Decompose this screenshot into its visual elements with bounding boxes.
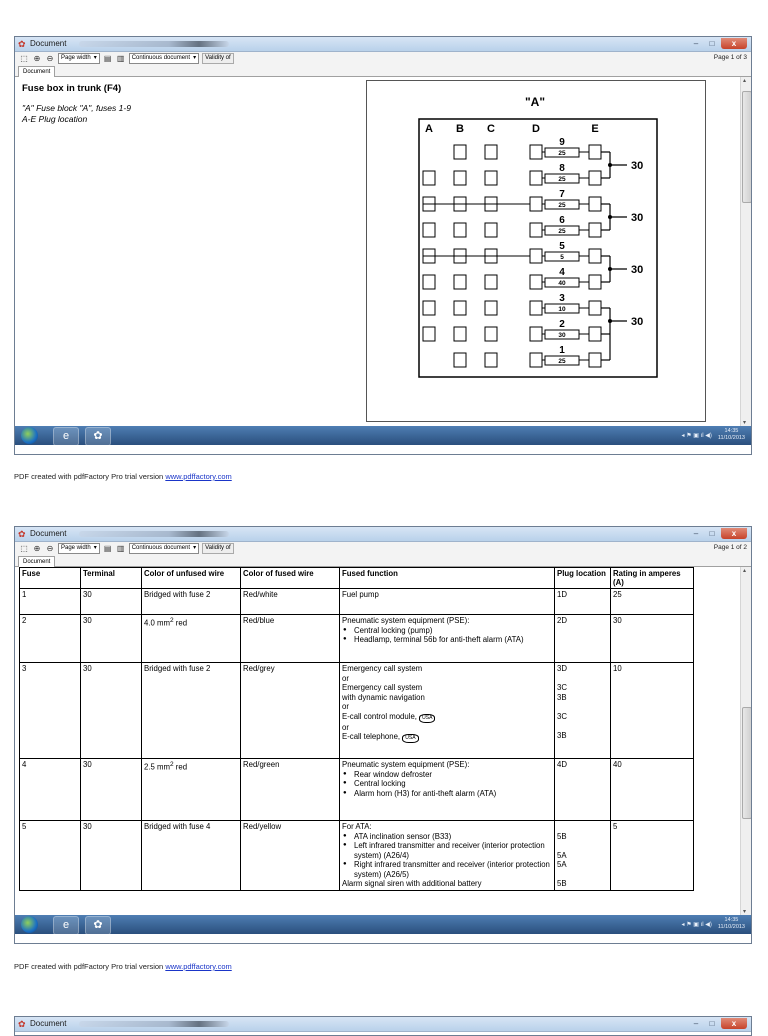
toolbar [15,52,751,65]
title-bar[interactable] [15,37,751,52]
list-item: ● Central locking [354,779,552,789]
usa-badge-icon: USA [419,714,435,723]
zoom-out-icon[interactable]: ⊖ [46,543,54,553]
plug-a [423,301,435,315]
plug-e [589,301,601,315]
plug-c [485,275,497,289]
window-title: Document [30,529,67,538]
fuse-rating: 5 [560,254,564,261]
terminal-label: 30 [631,160,644,172]
plug-e [589,223,601,237]
col-header-function: Fused function [340,568,555,589]
col-header-fused: Color of fused wire [241,568,340,589]
list-item: ● Left infrared transmitter and receiver (interior protection system) (A26/4) [354,841,552,860]
column-label-a: A [425,123,433,135]
plug-e [589,353,601,367]
plug-c [485,223,497,237]
plug-d [530,145,542,159]
toolbar [15,542,751,555]
column-label-c: C [487,123,495,135]
plug-d [530,197,542,211]
title-blur [79,1021,229,1027]
junction-dot [608,163,612,167]
fuse-rating: 25 [558,150,566,157]
chevron-down-icon: ▾ [193,545,197,551]
minimize-icon[interactable]: – [693,39,699,48]
plug-e [589,197,601,211]
scroll-up-icon[interactable]: ▴ [743,78,747,84]
taskbar [15,915,751,934]
fuse-rating: 25 [558,228,566,235]
tray-icons: ◂ ⚑ ▣ ıl ◀) [681,432,712,439]
vertical-scrollbar[interactable] [740,567,751,915]
validity-button[interactable]: Validity of [202,543,234,554]
fuse-number: 8 [559,163,565,174]
plug-e [589,275,601,289]
terminal-label: 30 [631,316,644,328]
terminal-label: 30 [631,212,644,224]
plug-b [454,301,466,315]
page-info: Page 1 of 2 [713,544,747,551]
tab-row [15,555,751,567]
plug-d [530,171,542,185]
pdf-footer: PDF created with pdfFactory Pro trial version www.pdffactory.com [14,962,232,971]
table-row: 4 30 2.5 $mm^2$ red Red/green Pneumatic system equipment (PSE): ● Rear window defroster ● Central locking ● Alarm horn (H3) for anti-theft alarm (ATA) 4D 40 [20,759,694,821]
list-item: ● Alarm horn (H3) for anti-theft alarm (ATA) [354,789,552,799]
maximize-icon[interactable]: □ [709,1019,715,1028]
usa-badge-icon: USA [402,734,418,743]
plug-e [589,327,601,341]
fuse-number: 1 [559,345,565,356]
print-icon[interactable]: ▥ [116,53,125,63]
plug-d [530,301,542,315]
tab-row [15,65,751,77]
page-icon[interactable]: ▤ [103,53,112,63]
zoom-in-icon[interactable]: ⊕ [33,53,41,63]
view-select[interactable]: Continuous document ▾ [129,543,199,554]
footer-link[interactable]: www.pdffactory.com [165,962,232,971]
junction-dot [608,215,612,219]
chevron-down-icon: ▾ [93,55,97,61]
close-icon[interactable]: x [721,528,747,539]
select-tool-icon[interactable]: ⬚ [20,53,28,63]
clock[interactable]: 14:35 11/10/2013 [717,428,745,441]
chevron-down-icon: ▾ [193,55,197,61]
select-tool-icon[interactable]: ⬚ [20,543,28,553]
zoom-select[interactable]: Page width ▾ [58,53,100,64]
taskbar [15,426,751,445]
maximize-icon[interactable]: □ [709,39,715,48]
chevron-down-icon: ▾ [93,545,97,551]
scroll-down-icon[interactable]: ▾ [743,909,747,915]
title-blur [79,41,229,47]
close-icon[interactable]: x [721,1018,747,1029]
close-icon[interactable]: x [721,38,747,49]
zoom-out-icon[interactable]: ⊖ [46,53,54,63]
page-icon[interactable]: ▤ [103,543,112,553]
zoom-select[interactable]: Page width ▾ [58,543,100,554]
bullet-list [342,626,552,645]
plug-c [485,301,497,315]
column-label-e: E [591,123,599,135]
start-icon[interactable] [21,427,38,444]
table-row: 1 30 Bridged with fuse 2 Red/white Fuel pump 1D 25 [20,589,694,615]
block-label: "A" [524,95,546,109]
app-icon: ✿ [18,1019,26,1029]
footer-link[interactable]: www.pdffactory.com [165,472,232,481]
title-blur [79,531,229,537]
plug-c [485,353,497,367]
table-row: 2 30 4.0 $mm^2$ red Red/blue Pneumatic system equipment (PSE): ● Central locking (pump) ● Headlamp, terminal 56b for anti-theft alarm (ATA) 2D 30 [20,615,694,663]
table-header-row [20,568,694,589]
plug-c [485,171,497,185]
tab-document[interactable]: Document [18,556,55,567]
minimize-icon[interactable]: – [693,529,699,538]
fuse-number: 4 [559,267,565,278]
table-row: 3 30 Bridged with fuse 2 Red/grey Emergency call system or Emergency call system with dynamic navigation or E-call control module, USA or E-call telephone, USA 3D 3C 3B 3C 3B 10 [20,663,694,759]
system-tray [682,428,745,442]
minimize-icon[interactable]: – [693,1019,699,1028]
maximize-icon[interactable]: □ [709,529,715,538]
list-item: ● Headlamp, terminal 56b for anti-theft alarm (ATA) [354,635,552,645]
junction-dot [608,267,612,271]
plug-a [423,327,435,341]
legend-line-2: A-E Plug location [22,114,88,124]
plug-c [485,145,497,159]
plug-c [485,327,497,341]
plug-e [589,249,601,263]
scroll-thumb[interactable] [742,91,751,203]
column-label-b: B [456,123,464,135]
col-header-unfused: Color of unfused wire [142,568,241,589]
col-header-plug: Plug location [555,568,611,589]
pdf-app-icon[interactable]: ✿ [85,916,111,935]
title-bar[interactable] [15,527,751,542]
list-item: ● ATA inclination sensor (B33) [354,832,552,842]
fuse-table [19,567,694,891]
list-item: ● Rear window defroster [354,770,552,780]
table-row: 5 30 Bridged with fuse 4 Red/yellow For ATA: ● ATA inclination sensor (B33) ● Left infrared transmitter and receiver (interior protection system) (A26/4) ● Right infrared transmitter and receiver (interior protection system) (A26/5) Alarm signal siren with additional battery 5B 5A 5A 5B 5 [20,821,694,891]
plug-d [530,223,542,237]
document-content [15,77,751,426]
tray-icons: ◂ ⚑ ▣ ıl ◀) [681,921,712,928]
scroll-down-icon[interactable]: ▾ [743,420,747,426]
pdf-window-3 [14,1016,752,1036]
view-select[interactable]: Continuous document ▾ [129,53,199,64]
pdf-app-icon[interactable]: ✿ [85,427,111,446]
list-item: ● Right infrared transmitter and receiver (interior protection system) (A26/5) [354,860,552,879]
scroll-thumb[interactable] [742,707,751,819]
column-label-d: D [532,123,540,135]
print-icon[interactable]: ▥ [116,543,125,553]
terminal-label: 30 [631,264,644,276]
page-title: Fuse box in trunk (F4) [22,83,122,94]
fuse-block-diagram [367,81,703,419]
document-content [15,567,751,915]
ie-icon[interactable]: e [53,916,79,935]
title-bar[interactable] [15,1017,751,1032]
ie-icon[interactable]: e [53,427,79,446]
plug-a [423,223,435,237]
clock[interactable]: 14:35 11/10/2013 [717,917,745,930]
plug-b [454,327,466,341]
list-item: ● Central locking (pump) [354,626,552,636]
col-header-rating: Rating in amperes (A) [611,568,694,589]
pdf-footer: PDF created with pdfFactory Pro trial version www.pdffactory.com [14,472,232,481]
zoom-in-icon[interactable]: ⊕ [33,543,41,553]
app-icon: ✿ [18,39,26,49]
fuse-rating: 30 [558,332,566,339]
app-icon: ✿ [18,529,26,539]
fuse-diagram [366,80,706,422]
fuse-rating: 25 [558,358,566,365]
plug-b [454,171,466,185]
plug-d [530,249,542,263]
plug-a [423,275,435,289]
fuse-number: 7 [559,189,565,200]
bullet-list [342,770,552,799]
plug-a [423,171,435,185]
junction-dot [608,319,612,323]
fuse-number: 3 [559,293,565,304]
col-header-terminal: Terminal [81,568,142,589]
fuse-rating: 25 [558,176,566,183]
tab-document[interactable]: Document [18,66,55,77]
plug-d [530,353,542,367]
fuse-number: 2 [559,319,565,330]
fuse-number: 5 [559,241,565,252]
plug-e [589,171,601,185]
window-controls [689,38,747,49]
validity-button[interactable]: Validity of [202,53,234,64]
start-icon[interactable] [21,916,38,933]
plug-d [530,275,542,289]
fuse-rating: 40 [558,280,566,287]
page-info: Page 1 of 3 [713,54,747,61]
plug-b [454,275,466,289]
legend-line-1: "A" Fuse block "A", fuses 1-9 [22,103,131,113]
pdf-window-2 [14,526,752,944]
scroll-up-icon[interactable]: ▴ [743,568,747,574]
window-title: Document [30,1019,67,1028]
plug-b [454,145,466,159]
bullet-list [342,832,552,880]
plug-e [589,145,601,159]
fuse-number: 9 [559,137,565,148]
vertical-scrollbar[interactable] [740,77,751,426]
plug-b [454,223,466,237]
window-controls [689,528,747,539]
system-tray [682,917,745,931]
fuse-number: 6 [559,215,565,226]
plug-b [454,353,466,367]
fuse-rating: 10 [558,306,566,313]
pdf-window-1 [14,36,752,455]
window-title: Document [30,39,67,48]
plug-d [530,327,542,341]
col-header-fuse: Fuse [20,568,81,589]
fuse-rating: 25 [558,202,566,209]
